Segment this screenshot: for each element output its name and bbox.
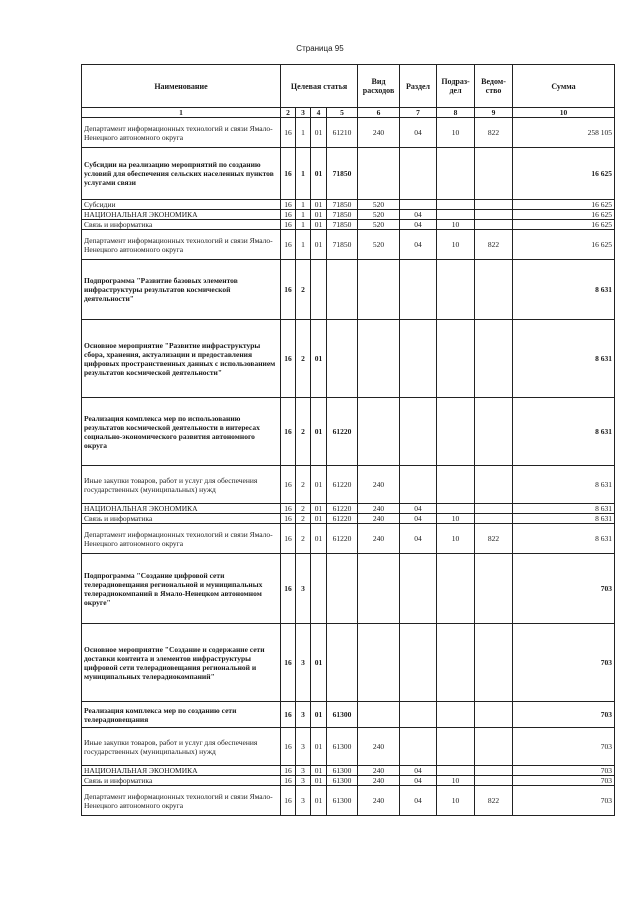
row-name: НАЦИОНАЛЬНАЯ ЭКОНОМИКА bbox=[82, 766, 281, 776]
department-cell bbox=[475, 466, 513, 504]
target-code-3 bbox=[311, 260, 327, 320]
target-code-2: 2 bbox=[296, 514, 311, 524]
table-row bbox=[82, 398, 615, 466]
target-code-4: 61300 bbox=[327, 728, 358, 766]
section-cell: 04 bbox=[400, 786, 437, 816]
target-code-1: 16 bbox=[281, 766, 296, 776]
target-code-4 bbox=[327, 260, 358, 320]
section-cell: 04 bbox=[400, 220, 437, 230]
row-name: Реализация комплекса мер по использованию результатов космической деятельности в интересах социально-экономического развития автономного округа bbox=[82, 398, 281, 466]
department-cell bbox=[475, 776, 513, 786]
sum-cell: 16 625 bbox=[513, 210, 615, 220]
target-code-2: 1 bbox=[296, 200, 311, 210]
target-code-3: 01 bbox=[311, 200, 327, 210]
expense-type-cell: 240 bbox=[358, 728, 400, 766]
subsection-cell bbox=[437, 554, 475, 624]
sum-cell: 16 625 bbox=[513, 230, 615, 260]
column-number: 3 bbox=[296, 108, 311, 118]
column-number: 8 bbox=[437, 108, 475, 118]
target-code-3: 01 bbox=[311, 230, 327, 260]
target-code-2: 3 bbox=[296, 624, 311, 702]
target-code-4 bbox=[327, 320, 358, 398]
expense-type-cell bbox=[358, 554, 400, 624]
subsection-cell: 10 bbox=[437, 776, 475, 786]
column-number: 9 bbox=[475, 108, 513, 118]
row-name: Департамент информационных технологий и связи Ямало-Ненецкого автономного округа bbox=[82, 118, 281, 148]
target-code-2: 1 bbox=[296, 210, 311, 220]
target-code-1: 16 bbox=[281, 728, 296, 766]
subsection-cell bbox=[437, 320, 475, 398]
target-code-3: 01 bbox=[311, 702, 327, 728]
expense-type-cell bbox=[358, 702, 400, 728]
department-cell bbox=[475, 210, 513, 220]
target-code-3: 01 bbox=[311, 766, 327, 776]
row-name: Подпрограмма "Создание цифровой сети телерадиовещания региональной и муниципальных телерадиокомпаний в Ямало-Ненецком автономном округе" bbox=[82, 554, 281, 624]
section-cell bbox=[400, 260, 437, 320]
sum-cell: 703 bbox=[513, 776, 615, 786]
target-code-4: 61220 bbox=[327, 398, 358, 466]
target-code-3: 01 bbox=[311, 220, 327, 230]
target-code-3: 01 bbox=[311, 624, 327, 702]
target-code-2: 3 bbox=[296, 766, 311, 776]
sum-cell: 8 631 bbox=[513, 398, 615, 466]
table-row bbox=[82, 260, 615, 320]
section-cell bbox=[400, 554, 437, 624]
sum-cell: 258 105 bbox=[513, 118, 615, 148]
row-name: Субсидии bbox=[82, 200, 281, 210]
table-row bbox=[82, 320, 615, 398]
header-sum: Сумма bbox=[513, 65, 615, 108]
expense-type-cell: 240 bbox=[358, 524, 400, 554]
subsection-cell bbox=[437, 702, 475, 728]
expense-type-cell: 240 bbox=[358, 786, 400, 816]
target-code-3: 01 bbox=[311, 524, 327, 554]
table-row bbox=[82, 514, 615, 524]
section-cell: 04 bbox=[400, 118, 437, 148]
sum-cell: 703 bbox=[513, 766, 615, 776]
target-code-2: 1 bbox=[296, 220, 311, 230]
section-cell: 04 bbox=[400, 514, 437, 524]
section-cell: 04 bbox=[400, 776, 437, 786]
table-row bbox=[82, 624, 615, 702]
subsection-cell bbox=[437, 260, 475, 320]
section-cell bbox=[400, 398, 437, 466]
row-name: НАЦИОНАЛЬНАЯ ЭКОНОМИКА bbox=[82, 504, 281, 514]
target-code-1: 16 bbox=[281, 220, 296, 230]
header-expense-type: Вид расходов bbox=[358, 65, 400, 108]
table-row bbox=[82, 504, 615, 514]
section-cell bbox=[400, 466, 437, 504]
expense-type-cell bbox=[358, 320, 400, 398]
row-name: Иные закупки товаров, работ и услуг для обеспечения государственных (муниципальных) нужд bbox=[82, 466, 281, 504]
sum-cell: 8 631 bbox=[513, 466, 615, 504]
section-cell: 04 bbox=[400, 230, 437, 260]
target-code-4: 61220 bbox=[327, 466, 358, 504]
department-cell: 822 bbox=[475, 786, 513, 816]
target-code-1: 16 bbox=[281, 466, 296, 504]
target-code-1: 16 bbox=[281, 210, 296, 220]
target-code-4: 71850 bbox=[327, 220, 358, 230]
subsection-cell: 10 bbox=[437, 524, 475, 554]
table-row bbox=[82, 466, 615, 504]
row-name: Подпрограмма "Развитие базовых элементов инфраструктуры результатов космической деятельности" bbox=[82, 260, 281, 320]
subsection-cell: 10 bbox=[437, 118, 475, 148]
target-code-4: 71850 bbox=[327, 210, 358, 220]
target-code-4: 61220 bbox=[327, 524, 358, 554]
target-code-4: 61300 bbox=[327, 786, 358, 816]
section-cell bbox=[400, 320, 437, 398]
target-code-4 bbox=[327, 554, 358, 624]
row-name: Связь и информатика bbox=[82, 776, 281, 786]
sum-cell: 8 631 bbox=[513, 320, 615, 398]
table-row bbox=[82, 524, 615, 554]
target-code-2: 2 bbox=[296, 320, 311, 398]
expense-type-cell bbox=[358, 260, 400, 320]
department-cell bbox=[475, 220, 513, 230]
target-code-3: 01 bbox=[311, 504, 327, 514]
target-code-3 bbox=[311, 554, 327, 624]
target-code-2: 3 bbox=[296, 702, 311, 728]
column-number: 10 bbox=[513, 108, 615, 118]
target-code-1: 16 bbox=[281, 786, 296, 816]
sum-cell: 8 631 bbox=[513, 504, 615, 514]
table-row bbox=[82, 200, 615, 210]
section-cell bbox=[400, 728, 437, 766]
table-row bbox=[82, 728, 615, 766]
subsection-cell bbox=[437, 210, 475, 220]
target-code-2: 1 bbox=[296, 148, 311, 200]
sum-cell: 703 bbox=[513, 786, 615, 816]
budget-table bbox=[81, 64, 615, 816]
target-code-1: 16 bbox=[281, 260, 296, 320]
department-cell bbox=[475, 728, 513, 766]
subsection-cell bbox=[437, 766, 475, 776]
header-name: Наименование bbox=[82, 65, 281, 108]
target-code-4 bbox=[327, 624, 358, 702]
subsection-cell: 10 bbox=[437, 230, 475, 260]
row-name: Основное мероприятие "Создание и содержание сети доставки контента и элементов инфраструктуры цифровой сети телерадиовещания региональной и муниципальных телерадиокомпаний" bbox=[82, 624, 281, 702]
sum-cell: 703 bbox=[513, 554, 615, 624]
department-cell: 822 bbox=[475, 230, 513, 260]
target-code-1: 16 bbox=[281, 320, 296, 398]
subsection-cell bbox=[437, 148, 475, 200]
expense-type-cell: 240 bbox=[358, 766, 400, 776]
target-code-1: 16 bbox=[281, 776, 296, 786]
sum-cell: 16 625 bbox=[513, 220, 615, 230]
row-name: Основное мероприятие "Развитие инфраструктуры сбора, хранения, актуализации и предоставления цифровых пространственных данных с использованием результатов космической деятельности" bbox=[82, 320, 281, 398]
column-number: 5 bbox=[327, 108, 358, 118]
row-name: Департамент информационных технологий и связи Ямало-Ненецкого автономного округа bbox=[82, 524, 281, 554]
row-name: Субсидии на реализацию мероприятий по созданию условий для обеспечения сельских населенных пунктов услугами связи bbox=[82, 148, 281, 200]
expense-type-cell: 240 bbox=[358, 776, 400, 786]
target-code-1: 16 bbox=[281, 230, 296, 260]
target-code-2: 2 bbox=[296, 260, 311, 320]
target-code-2: 3 bbox=[296, 554, 311, 624]
target-code-1: 16 bbox=[281, 200, 296, 210]
department-cell bbox=[475, 504, 513, 514]
target-code-2: 3 bbox=[296, 776, 311, 786]
subsection-cell: 10 bbox=[437, 514, 475, 524]
department-cell bbox=[475, 148, 513, 200]
table-row bbox=[82, 702, 615, 728]
subsection-cell: 10 bbox=[437, 220, 475, 230]
subsection-cell bbox=[437, 624, 475, 702]
department-cell: 822 bbox=[475, 118, 513, 148]
target-code-1: 16 bbox=[281, 148, 296, 200]
subsection-cell: 10 bbox=[437, 786, 475, 816]
header-section: Раздел bbox=[400, 65, 437, 108]
table-row bbox=[82, 210, 615, 220]
header-subsection: Подраз-дел bbox=[437, 65, 475, 108]
row-name: Департамент информационных технологий и связи Ямало-Ненецкого автономного округа bbox=[82, 230, 281, 260]
target-code-3: 01 bbox=[311, 320, 327, 398]
expense-type-cell: 240 bbox=[358, 466, 400, 504]
column-number: 2 bbox=[281, 108, 296, 118]
subsection-cell bbox=[437, 504, 475, 514]
row-name: Связь и информатика bbox=[82, 514, 281, 524]
section-cell bbox=[400, 148, 437, 200]
target-code-1: 16 bbox=[281, 398, 296, 466]
target-code-2: 1 bbox=[296, 230, 311, 260]
table-row bbox=[82, 118, 615, 148]
column-number: 7 bbox=[400, 108, 437, 118]
expense-type-cell: 240 bbox=[358, 514, 400, 524]
target-code-4: 61220 bbox=[327, 514, 358, 524]
target-code-3: 01 bbox=[311, 148, 327, 200]
row-name: Связь и информатика bbox=[82, 220, 281, 230]
target-code-1: 16 bbox=[281, 504, 296, 514]
target-code-2: 2 bbox=[296, 504, 311, 514]
header-target: Целевая статья bbox=[281, 65, 358, 108]
header-row bbox=[82, 65, 615, 108]
department-cell bbox=[475, 398, 513, 466]
subsection-cell bbox=[437, 200, 475, 210]
row-name: Департамент информационных технологий и связи Ямало-Ненецкого автономного округа bbox=[82, 786, 281, 816]
subsection-cell bbox=[437, 398, 475, 466]
target-code-2: 3 bbox=[296, 728, 311, 766]
department-cell bbox=[475, 702, 513, 728]
section-cell: 04 bbox=[400, 210, 437, 220]
expense-type-cell: 240 bbox=[358, 504, 400, 514]
target-code-4: 71850 bbox=[327, 200, 358, 210]
department-cell bbox=[475, 200, 513, 210]
target-code-3: 01 bbox=[311, 514, 327, 524]
expense-type-cell bbox=[358, 398, 400, 466]
sum-cell: 8 631 bbox=[513, 524, 615, 554]
column-number: 6 bbox=[358, 108, 400, 118]
target-code-3: 01 bbox=[311, 210, 327, 220]
sum-cell: 703 bbox=[513, 624, 615, 702]
expense-type-cell bbox=[358, 148, 400, 200]
target-code-1: 16 bbox=[281, 118, 296, 148]
department-cell bbox=[475, 554, 513, 624]
sum-cell: 16 625 bbox=[513, 148, 615, 200]
department-cell bbox=[475, 624, 513, 702]
expense-type-cell: 520 bbox=[358, 210, 400, 220]
table-row bbox=[82, 776, 615, 786]
section-cell bbox=[400, 200, 437, 210]
header-department: Ведом-ство bbox=[475, 65, 513, 108]
sum-cell: 16 625 bbox=[513, 200, 615, 210]
target-code-2: 3 bbox=[296, 786, 311, 816]
sum-cell: 703 bbox=[513, 702, 615, 728]
table-row bbox=[82, 766, 615, 776]
expense-type-cell: 520 bbox=[358, 230, 400, 260]
section-cell bbox=[400, 624, 437, 702]
target-code-2: 2 bbox=[296, 466, 311, 504]
target-code-3: 01 bbox=[311, 398, 327, 466]
row-name: Иные закупки товаров, работ и услуг для обеспечения государственных (муниципальных) нужд bbox=[82, 728, 281, 766]
department-cell bbox=[475, 766, 513, 776]
department-cell bbox=[475, 514, 513, 524]
target-code-1: 16 bbox=[281, 554, 296, 624]
target-code-4: 71850 bbox=[327, 148, 358, 200]
column-number: 1 bbox=[82, 108, 281, 118]
row-name: Реализация комплекса мер по созданию сети телерадиовещания bbox=[82, 702, 281, 728]
target-code-3: 01 bbox=[311, 786, 327, 816]
row-name: НАЦИОНАЛЬНАЯ ЭКОНОМИКА bbox=[82, 210, 281, 220]
section-cell: 04 bbox=[400, 524, 437, 554]
target-code-2: 2 bbox=[296, 398, 311, 466]
expense-type-cell bbox=[358, 624, 400, 702]
table-row bbox=[82, 230, 615, 260]
target-code-4: 61300 bbox=[327, 766, 358, 776]
target-code-4: 61300 bbox=[327, 702, 358, 728]
expense-type-cell: 240 bbox=[358, 118, 400, 148]
department-cell: 822 bbox=[475, 524, 513, 554]
target-code-3: 01 bbox=[311, 118, 327, 148]
page-number: Страница 95 bbox=[296, 44, 344, 53]
subsection-cell bbox=[437, 466, 475, 504]
column-number: 4 bbox=[311, 108, 327, 118]
section-cell: 04 bbox=[400, 766, 437, 776]
table-row bbox=[82, 554, 615, 624]
expense-type-cell: 520 bbox=[358, 200, 400, 210]
section-cell: 04 bbox=[400, 504, 437, 514]
expense-type-cell: 520 bbox=[358, 220, 400, 230]
subsection-cell bbox=[437, 728, 475, 766]
target-code-4: 71850 bbox=[327, 230, 358, 260]
sum-cell: 8 631 bbox=[513, 514, 615, 524]
table-row bbox=[82, 786, 615, 816]
target-code-2: 2 bbox=[296, 524, 311, 554]
target-code-1: 16 bbox=[281, 514, 296, 524]
target-code-3: 01 bbox=[311, 728, 327, 766]
target-code-3: 01 bbox=[311, 776, 327, 786]
sum-cell: 8 631 bbox=[513, 260, 615, 320]
target-code-4: 61220 bbox=[327, 504, 358, 514]
target-code-4: 61210 bbox=[327, 118, 358, 148]
sum-cell: 703 bbox=[513, 728, 615, 766]
target-code-4: 61300 bbox=[327, 776, 358, 786]
table-row bbox=[82, 220, 615, 230]
department-cell bbox=[475, 260, 513, 320]
target-code-1: 16 bbox=[281, 702, 296, 728]
target-code-3: 01 bbox=[311, 466, 327, 504]
target-code-1: 16 bbox=[281, 524, 296, 554]
section-cell bbox=[400, 702, 437, 728]
department-cell bbox=[475, 320, 513, 398]
column-number-row bbox=[82, 108, 615, 118]
target-code-1: 16 bbox=[281, 624, 296, 702]
table-row bbox=[82, 148, 615, 200]
target-code-2: 1 bbox=[296, 118, 311, 148]
